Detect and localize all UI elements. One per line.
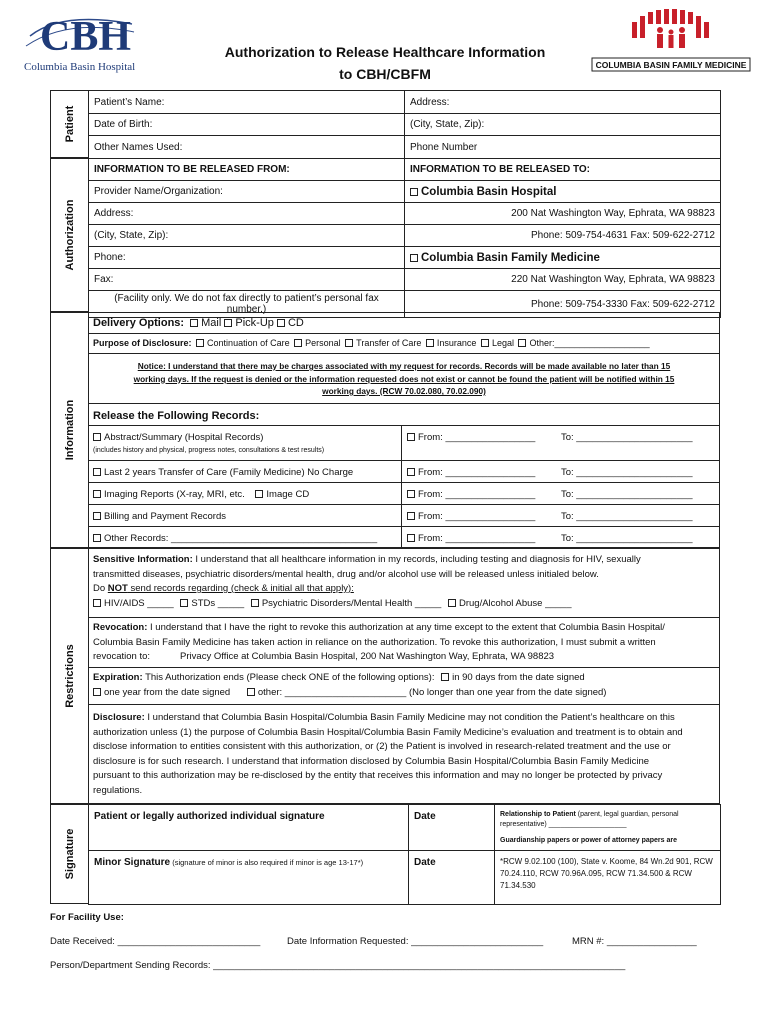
delivery-options: Delivery Options: Mail Pick-Up CD [93,317,304,329]
patient-address-field[interactable]: Address: [405,91,721,114]
purpose-transfer-checkbox[interactable] [345,339,353,347]
cbh-option[interactable]: Columbia Basin Hospital [405,181,721,203]
expire-90-checkbox[interactable] [441,673,449,681]
information-section-label: Information [50,312,88,548]
cbfm-option[interactable]: Columbia Basin Family Medicine [405,247,721,269]
provider-fax-field[interactable]: Fax: [89,269,405,291]
disclosure-text: Disclosure: I understand that Columbia Basin Hospital/Columbia Basin Family Medicine may not condition the Patient’s healthcare on this authorization unless (1) the purpose of Columbia Basin Hospital/Columbia Basin Family Medicine’s evaluation and treatment is to obtain and disclose information to entities consistent with this authorization, or (2) the Patient is involved in research-related treatment and the use or disclosure is for such research. I understand that information disclosed by Columbia Basin Hospital/Columbia Basin Family Medicine pursuant to this authorization may be re-disclosed by the entity that receives this information and may no longer be protected by privacy regulations. [93,712,683,796]
purpose-of-disclosure: Purpose of Disclosure: Continuation of Care Personal Transfer of Care Insurance Legal Other:___________________ [93,338,650,348]
record-imaging[interactable]: Imaging Reports (X-ray, MRI, etc. Image CD [93,489,309,500]
imaging-checkbox[interactable] [93,490,101,498]
dept-sending-field[interactable]: Person/Department Sending Records: ______________________________________________________________________________ [50,960,626,971]
patient-phone-field[interactable]: Phone Number [405,136,721,159]
minor-signature-field[interactable]: Minor Signature (signature of minor is also required if minor is age 13-17*) [89,851,409,905]
abstract-checkbox[interactable] [93,433,101,441]
expiration-text: Expiration: This Authorization ends (Please check ONE of the following options): in 90 days from the date signed one year from the date signed other: _______________________ (No longer than one year from the date signed) [93,672,607,698]
released-from-header: INFORMATION TO BE RELEASED FROM: [89,159,405,181]
purpose-legal-checkbox[interactable] [481,339,489,347]
hiv-checkbox[interactable] [93,599,101,607]
other-from[interactable]: From: _________________ [407,533,535,544]
patient-name-field[interactable]: Patient’s Name: [89,91,405,114]
revocation-text: Revocation: I understand that I have the right to revoke this authorization at any time except to the extent that Columbia Basin Hospital/ Columbia Basin Family Medicine has taken action in reliance on the authorization. To revoke this authorization, I must submit a written revocation to: Privacy Office at Columbia Basin Hospital, 200 Nat Washington Way, Ephrata, WA 98823 [93,622,665,662]
patient-city-field[interactable]: (City, State, Zip): [405,114,721,136]
patient-other-names-field[interactable]: Other Names Used: [89,136,405,159]
billing-to[interactable]: To: ______________________ [561,511,693,522]
cbh-checkbox[interactable] [410,188,418,196]
authorization-section-label: Authorization [50,158,88,312]
abstract-to[interactable]: To: ______________________ [561,432,693,443]
facility-heading: For Facility Use: [50,912,124,923]
notice-text: Notice: I understand that there may be charges associated with my request for records. Records will be made available no later than 15 working days. If the request is denied or the information requested does not exist or cannot be found the patient will be notified within 15 working days. (RCW 70.02.080, 70.02.090) [133,361,675,396]
information-section [88,312,720,548]
authorization-table [88,158,721,318]
delivery-cd-checkbox[interactable] [277,319,285,327]
cbh-phone: Phone: 509-754-4631 Fax: 509-622-2712 [405,225,721,247]
cbh-logo [22,6,140,76]
provider-address-field[interactable]: Address: [89,203,405,225]
date-received-field[interactable]: Date Received: ___________________________ [50,936,261,947]
other-to[interactable]: To: ______________________ [561,533,693,544]
purpose-continuation-checkbox[interactable] [196,339,204,347]
cbh-logo-sub: Columbia Basin Hospital [24,61,136,73]
patient-date-field[interactable]: Date [409,805,495,851]
sensitive-info: Sensitive Information: I understand that all healthcare information in my records, including testing and diagnosis for HIV, sexually transmitted diseases, psychiatric disorders/mental health, drug and/or alcohol use will be released unless initialed below. Do NOT send records regarding (check & initial all that apply): HIV/AIDS _____ STDs _____ Psychiatric Disorders/Mental Health _____ Drug/Alcohol Abuse _____ [93,554,641,609]
purpose-other-checkbox[interactable] [518,339,526,347]
std-checkbox[interactable] [180,599,188,607]
other-records-checkbox[interactable] [93,534,101,542]
restrictions-section [88,548,720,804]
transfer-checkbox[interactable] [93,468,101,476]
provider-phone-field[interactable]: Phone: [89,247,405,269]
cbfm-phone: Phone: 509-754-3330 Fax: 509-622-2712 [405,291,721,318]
psych-checkbox[interactable] [251,599,259,607]
signature-section-label: Signature [50,804,88,904]
released-to-header: INFORMATION TO BE RELEASED TO: [405,159,721,181]
records-heading: Release the Following Records: [93,410,260,422]
patient-section-label: Patient [50,90,88,158]
minor-date-field[interactable]: Date [409,851,495,905]
image-cd-checkbox[interactable] [255,490,263,498]
expire-other-checkbox[interactable] [247,688,255,696]
abstract-from[interactable]: From: _________________ [407,432,535,443]
record-abstract[interactable]: Abstract/Summary (Hospital Records) [93,432,263,443]
billing-checkbox[interactable] [93,512,101,520]
form-title [195,41,575,85]
purpose-insurance-checkbox[interactable] [426,339,434,347]
title-line-2: to CBH/CBFM [339,66,431,82]
record-other[interactable]: Other Records: _______________________________________ [93,533,377,544]
cbh-logo-text: CBH [40,14,132,60]
mrn-field[interactable]: MRN #: _________________ [572,936,697,947]
record-billing[interactable]: Billing and Payment Records [93,511,226,522]
provider-city-field[interactable]: (City, State, Zip): [89,225,405,247]
rcw-note: *RCW 9.02.100 (100), State v. Koome, 84 Wn.2d 901, RCW 70.24.110, RCW 70.96A.095, RCW 71.34.500 & RCW 71.34.530 [495,851,721,905]
fax-note: (Facility only. We do not fax directly to patient’s personal fax number.) [89,291,405,318]
cbfm-address: 220 Nat Washington Way, Ephrata, WA 98823 [405,269,721,291]
drug-checkbox[interactable] [448,599,456,607]
delivery-mail-checkbox[interactable] [190,319,198,327]
cbfm-checkbox[interactable] [410,254,418,262]
patient-table [88,90,721,159]
patient-signature-field[interactable]: Patient or legally authorized individual signature [89,805,409,851]
purpose-personal-checkbox[interactable] [294,339,302,347]
cbfm-logo [590,8,752,74]
imaging-from[interactable]: From: _________________ [407,489,535,500]
delivery-pickup-checkbox[interactable] [224,319,232,327]
transfer-from[interactable]: From: _________________ [407,467,535,478]
record-transfer[interactable]: Last 2 years Transfer of Care (Family Medicine) No Charge [93,467,353,478]
cbfm-logo-sub: COLUMBIA BASIN FAMILY MEDICINE [595,60,747,70]
date-requested-field[interactable]: Date Information Requested: _________________________ [287,936,544,947]
abstract-note: (includes history and physical, progress notes, consultations & test results) [93,447,325,454]
provider-name-field[interactable]: Provider Name/Organization: [89,181,405,203]
patient-dob-field[interactable]: Date of Birth: [89,114,405,136]
relationship-field[interactable]: Relationship to Patient (parent, legal guardian, personal representative) ____________________ Guardianship papers or power of attorney papers are [495,805,721,851]
imaging-to[interactable]: To: ______________________ [561,489,693,500]
transfer-to[interactable]: To: ______________________ [561,467,693,478]
cbh-address: 200 Nat Washington Way, Ephrata, WA 98823 [405,203,721,225]
restrictions-section-label: Restrictions [50,548,88,804]
signature-table [88,804,721,905]
billing-from[interactable]: From: _________________ [407,511,535,522]
expire-year-checkbox[interactable] [93,688,101,696]
title-line-1: Authorization to Release Healthcare Information [224,44,546,60]
